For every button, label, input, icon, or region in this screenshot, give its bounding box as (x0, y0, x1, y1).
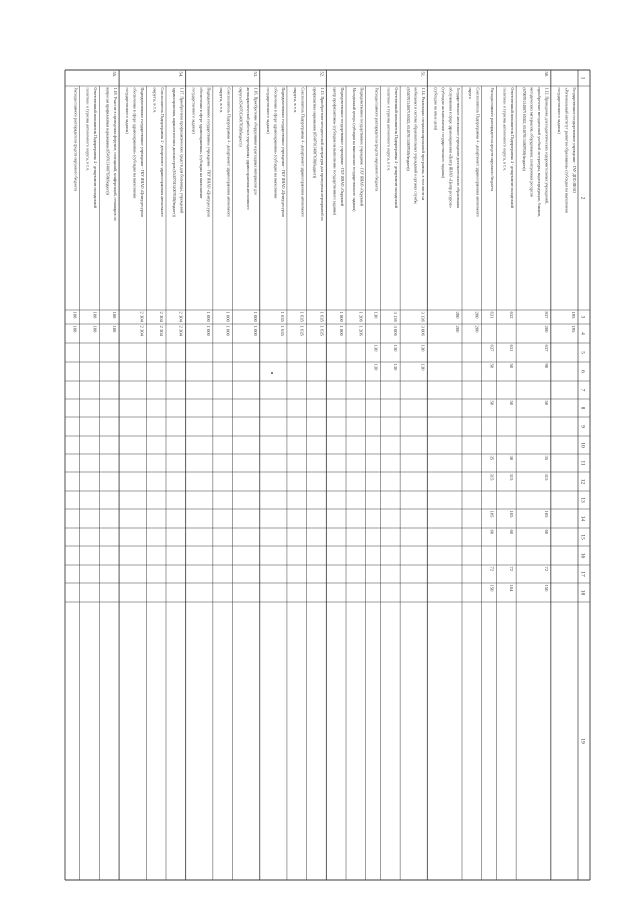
header-number: 5 (579, 351, 586, 354)
row-description-line: профилактике наркомании (654070134007638(бюджет)) (312, 87, 318, 185)
row-number: 50. (543, 71, 549, 78)
scan-speck (271, 372, 273, 374)
row-value: 72 (509, 566, 515, 572)
header-number: 13 (579, 497, 586, 503)
row-description-line: Подведомственное государственное учреждение - ГБУ ЯНАО «Окружной (339, 87, 345, 217)
row-description-line: 1.14. Реализация специализированной программы, в том числе на (421, 87, 427, 203)
row-value: 50 (543, 400, 549, 406)
header-number: 19 (579, 738, 586, 744)
row-value: 188 (112, 311, 118, 319)
row-value: 3 006 (393, 325, 399, 336)
row-number: 51. (420, 71, 426, 78)
row-value: 3 136 (393, 311, 399, 322)
row-value: 1 800 (339, 311, 345, 322)
row-value: 150 (543, 584, 549, 592)
row-description-line: Соисполнитель Подпрограммы 4 - департамент здравоохранения автономного (300, 87, 306, 225)
row-description-line: политики и туризма автономного округа, в т.ч. (386, 87, 392, 169)
row-value: 35 (543, 455, 549, 461)
row-value: 130 (373, 311, 379, 319)
row-description-line: округа, в т.ч. (292, 87, 298, 110)
row-description-line: (субсидия на выполнение государственного задания) (440, 87, 446, 180)
row-description-line: округа (654070134007638(бюджет)) (238, 87, 244, 150)
table-body (73, 72, 577, 593)
row-description-line: политики и туризма автономного округа, в т.ч. (85, 87, 91, 169)
row-description-line: Расходы главного распорядителя средств окружного бюджета (374, 87, 380, 196)
row-value: 50 (489, 363, 495, 369)
row-value: 104 (509, 584, 515, 592)
row-value: 200 (543, 325, 549, 333)
header-number: 15 (579, 534, 586, 540)
row-value: 60 (543, 529, 549, 535)
row-description-line: (субсидия на иные цели) (433, 87, 439, 131)
row-description-line: 1.12. Проведение для педагогических оздоровительных учреждений, (544, 87, 550, 208)
header-number: 6 (579, 370, 586, 373)
table-rotated-group (65, 70, 590, 880)
row-value: 188 (92, 311, 98, 319)
row-value: 315 (509, 473, 515, 481)
row-description-line: государственного задания) (265, 87, 271, 135)
header-number: 2 (579, 196, 586, 200)
row-description-line: Подведомственное государственное учреждение - ГКУ ЯНАО «Центр ресурсов (280, 87, 286, 227)
row-description-line: Расходы главного распорядителя средств окружного бюджета (490, 87, 496, 196)
row-description-line: (654070134007165022, 654070134007638(бюджет)) (406, 87, 412, 176)
row-number: 54. (178, 71, 184, 78)
row-value: 130 (420, 344, 426, 352)
row-value: 1 635 (319, 311, 325, 322)
row-description-line: антинаркотической работы в учреждениях здравоохранения автономного (246, 87, 252, 216)
row-value: 837 (543, 311, 549, 319)
header-number: 4 (579, 332, 586, 335)
row-value: 130 (373, 363, 379, 371)
row-value: 632 (509, 311, 515, 319)
row-description-line: мобильных в системе образовательных учреждений и органах службы (413, 87, 419, 211)
row-value: 50 (509, 400, 515, 406)
row-description-line: (670070134007165022, 654070134007638(бюджет)) (522, 87, 528, 176)
row-description-line: Государственное государственное учреждение - ГАУ ДПО ЯНАО (571, 87, 577, 202)
row-value: 1 635 (279, 325, 285, 336)
row-value: 3 136 (420, 311, 426, 322)
row-value: 1 000 (205, 311, 211, 322)
row-description-line: обслуживания в сфере здравоохранения «Центр ЯНАО «Центр ресурсов» (448, 87, 454, 217)
row-value: 315 (489, 473, 495, 481)
row-value: 50 (489, 400, 495, 406)
row-value: 200 (474, 311, 480, 319)
row-description-line: государственного задания) (125, 87, 131, 135)
row-description-line: обеспечения в сфере здравоохранения» (субсидия на выполнение (273, 87, 279, 202)
header-number: 17 (579, 571, 586, 577)
row-value: 72 (543, 566, 549, 572)
row-description-line: обеспечения в сфере здравоохранения» (субсидия на выполнение (199, 87, 205, 202)
row-description-line: округа, в т.ч. (218, 87, 224, 110)
header-number: 18 (579, 589, 586, 596)
row-description-line: Подведомственное государственное учреждение - ГКУ ЯНАО «Центр ресурсов (140, 87, 146, 227)
row-value: 637 (489, 344, 495, 352)
row-description-line: Ответственный исполнитель Подпрограммы 4 - департамент молодежной (93, 87, 99, 217)
row-value: 1 000 (252, 311, 258, 322)
header-number: 9 (579, 425, 586, 428)
row-description-line: здравоохранения, наркологических диспансеров (654070134007638(бюджет)) (171, 87, 177, 223)
row-value: 1 000 (225, 325, 231, 336)
row-value: 1 635 (279, 311, 285, 322)
row-value: 631 (489, 311, 495, 319)
row-value: 2 304 (158, 325, 164, 336)
row-description-line: центр профилактики» (субсидия на выполнение государственного задания) (332, 87, 338, 219)
row-value: 90 (543, 363, 549, 369)
header-number: 3 (579, 315, 586, 319)
row-value: 637 (543, 344, 549, 352)
row-value: 1 635 (299, 311, 305, 322)
row-description-line: государственного задания) (556, 87, 562, 135)
row-value: 2 304 (139, 325, 145, 336)
row-value: 130 (420, 363, 426, 371)
row-value: 72 (489, 566, 495, 572)
row-value: 130 (393, 363, 399, 371)
row-description-line: Соисполнитель Подпрограммы 4 - департамент здравоохранения автономного (475, 87, 481, 225)
row-value: 1 206 (358, 325, 364, 336)
row-value: 35 (489, 455, 495, 461)
row-description-line: Подведомственное государственное учреждение - ГАУ ЯНАО «Окружной (359, 87, 365, 217)
row-description-line: Государственное автономное учреждение дополнительного образования (455, 87, 461, 214)
row-number: 52. (319, 71, 325, 78)
row-description-line: Расходы главного распорядителя средств окружного бюджета (73, 87, 79, 196)
row-value: 1 635 (299, 325, 305, 336)
row-description-line: политики и туризма автономного округа, в т.ч. (502, 87, 508, 169)
row-description-line: округа, в т.ч. (152, 87, 158, 110)
row-value: 2 304 (139, 311, 145, 322)
header-number: 14 (579, 515, 586, 522)
row-description-line: методических материалов, оборудования, электронных ресурсов (529, 87, 535, 201)
header-number: 10 (579, 442, 586, 448)
row-value: 1 000 (252, 325, 258, 336)
row-value: 200 (455, 325, 461, 333)
header-number: 7 (579, 388, 586, 392)
row-number: 53. (252, 71, 258, 78)
row-value: 105 (509, 510, 515, 518)
row-description-line: обеспечения в сфере здравоохранения» (субсидия на выполнение (132, 87, 138, 202)
row-value: 195 (571, 311, 576, 319)
row-description-line: Ответственный исполнитель Подпрограммы 4 - департамент молодежной (393, 87, 399, 217)
row-value: 130 (393, 344, 399, 352)
row-value: 130 (373, 344, 379, 352)
row-value: 2 304 (178, 325, 184, 336)
row-number: 55. (112, 71, 118, 78)
row-value: 1 800 (339, 325, 345, 336)
row-description-line: Молодежный центр» (субсидия на выполнение государственного задания) (352, 87, 358, 218)
row-value: 150 (489, 584, 495, 592)
row-value: 3 006 (420, 325, 426, 336)
row-value: 105 (543, 510, 549, 518)
row-description-line: 1.18. Участие в проведении форумов, совещаний, конференций, семинаров по (112, 87, 118, 224)
row-value: 1 000 (205, 325, 211, 336)
row-description-line: 1.16. Приобретение оборудования и расходных материалов для (253, 87, 259, 198)
row-description-line: государственного задания) (191, 87, 197, 135)
row-description-line: округа (467, 87, 473, 100)
table-header-row (580, 77, 586, 744)
row-value: 188 (92, 325, 98, 333)
row-value: 200 (474, 325, 480, 333)
row-value: 1 635 (319, 325, 325, 336)
row-description-line: Соисполнитель Подпрограммы 4 - департамент здравоохранения автономного (159, 87, 165, 225)
row-value: 105 (489, 510, 495, 518)
row-value: 631 (509, 344, 515, 352)
header-number: 11 (579, 460, 586, 466)
row-description-line: Ответственный исполнитель Подпрограммы 4 - департамент молодежной (509, 87, 515, 217)
row-value: 60 (509, 529, 515, 535)
row-description-line: Подведомственное государственное учреждение - ГКУ ЯНАО «Центр ресурсов (206, 87, 212, 227)
row-value: 1 000 (225, 311, 231, 322)
row-description-line: 1.17. Приобретение профилактических средств для больницы, учреждений (179, 87, 185, 219)
row-value: 60 (489, 529, 495, 535)
row-value: 188 (72, 325, 78, 333)
header-number: 1 (579, 76, 586, 80)
row-value: 50 (509, 363, 515, 369)
row-value: 2 304 (158, 311, 164, 322)
row-value: 195 (571, 325, 576, 333)
row-description-line: 1.15. Приобретение методической литературы для проведения мероприятий по (320, 87, 326, 226)
row-value: 315 (543, 473, 549, 481)
header-number: 8 (579, 406, 586, 410)
row-value: 200 (455, 311, 461, 319)
row-description-line: «Региональный институт развития образования» (субсидия на выполнение (564, 87, 570, 219)
row-value: 2 304 (178, 311, 184, 322)
header-number: 16 (579, 552, 586, 559)
row-value: 188 (112, 325, 118, 333)
header-number: 12 (579, 478, 586, 485)
row-value: 1 206 (358, 311, 364, 322)
row-description-line: Соисполнитель Подпрограммы 4 - департамент здравоохранения автономного (226, 87, 232, 225)
row-description-line: вопросам профилактики наркомании (654070134007638(бюджет)) (105, 87, 111, 203)
row-value: 188 (72, 311, 78, 319)
row-value: 38 (509, 455, 515, 461)
row-description-line: приобретение методической учебной литературы, видеопродукции, бланков, (537, 87, 543, 222)
